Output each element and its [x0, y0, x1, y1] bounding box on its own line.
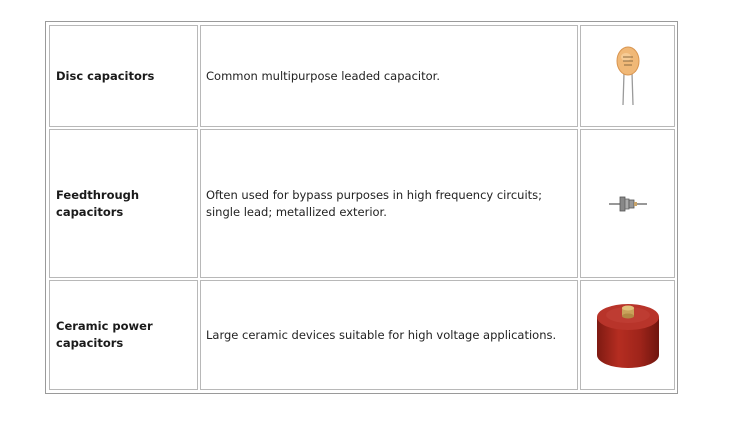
- capacitor-name-line: Disc capacitors: [56, 68, 155, 83]
- disc-capacitor-icon: [613, 45, 643, 107]
- description-line: Large ceramic devices suitable for high voltage applications.: [206, 327, 557, 342]
- table-cell-name: [49, 280, 198, 390]
- table-cell-description: [200, 280, 578, 390]
- capacitor-name-line: capacitors: [56, 336, 124, 350]
- capacitor-description: [206, 68, 440, 85]
- capacitor-table: [45, 21, 678, 394]
- description-line: Often used for bypass purposes in high frequency circuits;: [206, 187, 543, 202]
- capacitor-description: [206, 187, 542, 221]
- table-cell-image: [580, 25, 675, 127]
- capacitor-name: [56, 68, 154, 85]
- capacitor-description: [206, 327, 556, 344]
- table-cell-description: [200, 25, 578, 127]
- table-cell-image: [580, 280, 675, 390]
- capacitor-name: [56, 187, 139, 221]
- feedthrough-capacitor-icon: [608, 193, 648, 215]
- description-line: Common multipurpose leaded capacitor.: [206, 68, 440, 83]
- capacitor-name-line: Feedthrough: [56, 187, 140, 202]
- description-line: single lead; metallized exterior.: [206, 204, 387, 219]
- table-cell-image: [580, 129, 675, 278]
- table-cell-name: [49, 25, 198, 127]
- capacitor-name-line: capacitors: [56, 204, 124, 219]
- capacitor-name: [56, 318, 153, 352]
- table-cell-description: [200, 129, 578, 278]
- ceramic-power-capacitor-icon: [593, 299, 663, 371]
- table-cell-name: [49, 129, 198, 278]
- capacitor-name-line: Ceramic power: [56, 319, 153, 333]
